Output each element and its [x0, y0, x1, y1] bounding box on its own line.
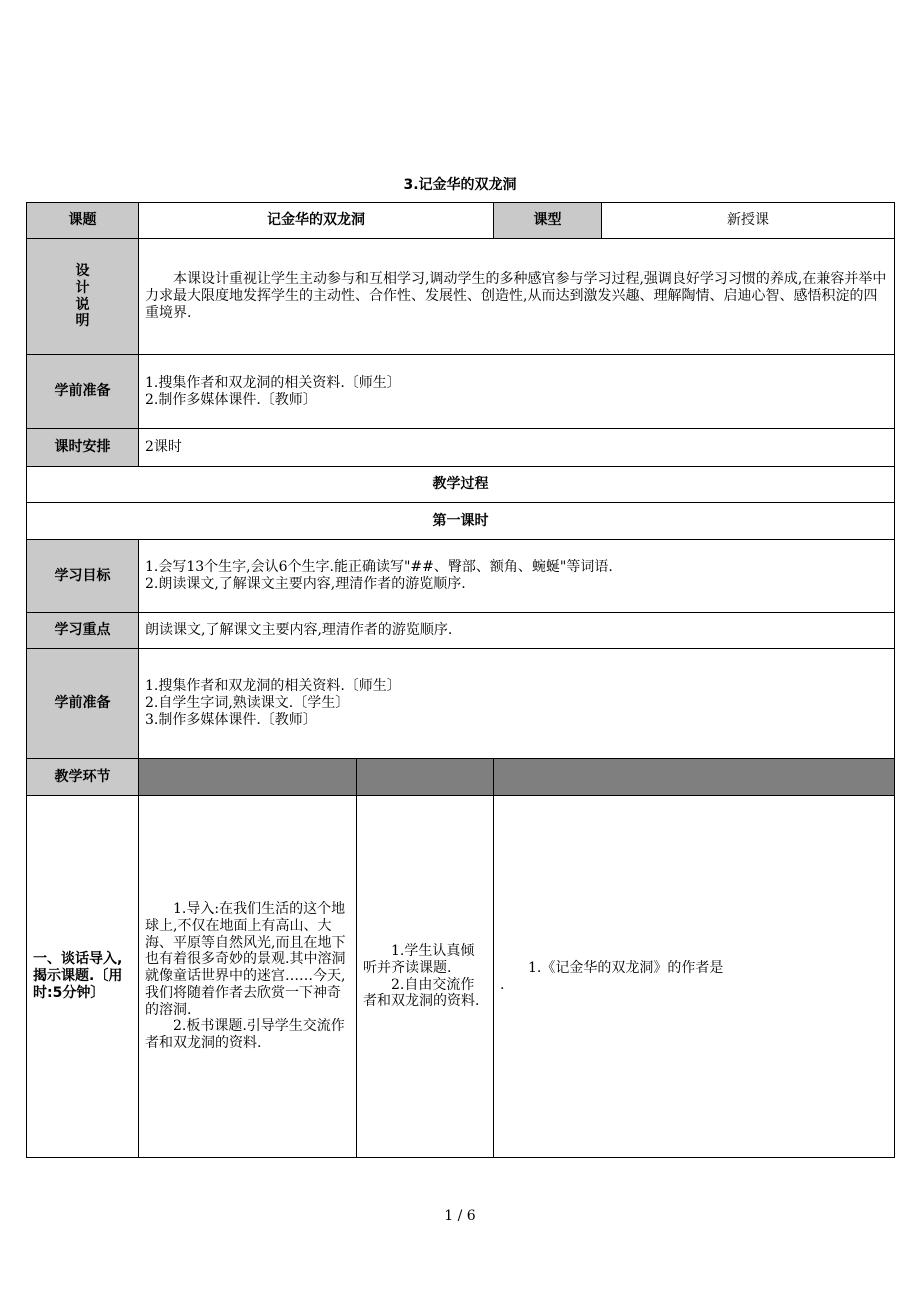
steps-label: 教学环节	[27, 759, 139, 796]
section-title-row	[27, 467, 895, 503]
exercise-question: 1.《记金华的双龙洞》的作者是	[528, 959, 724, 976]
lesson-title: 第一课时	[27, 503, 895, 540]
list-item: 2.自学生字词,熟读课文.〔学生〕	[145, 695, 350, 712]
focus-value: 朗读课文,了解课文主要内容,理清作者的游览顺序.	[139, 613, 895, 649]
focus-label: 学习重点	[27, 613, 139, 649]
lesson-plan-table	[26, 202, 895, 1158]
goals-items	[139, 540, 895, 613]
preparation1-row	[27, 355, 895, 429]
schedule-label: 课时安排	[27, 429, 139, 467]
preparation1-label: 学前准备	[27, 355, 139, 429]
preparation2-row	[27, 649, 895, 759]
focus-row	[27, 613, 895, 649]
schedule-row	[27, 429, 895, 467]
list-item: 1.搜集作者和双龙洞的相关资料.〔师生〕	[145, 374, 401, 391]
student-activity: 1.学生认真倾听并齐读课题.	[363, 942, 475, 976]
stage1-teacher	[139, 796, 357, 1158]
list-item: 1.会写13个生字,会认6个生字.能正确读写"##、臀部、额角、蜿蜒"等词语.	[145, 559, 613, 576]
course-type-value: 新授课	[602, 203, 895, 239]
student-column-header	[357, 759, 494, 796]
schedule-value: 2课时	[139, 429, 895, 467]
exercise-column-header	[494, 759, 895, 796]
course-type-label: 课型	[494, 203, 602, 239]
preparation2-label: 学前准备	[27, 649, 139, 759]
preparation1-items	[139, 355, 895, 429]
page-number: 1 / 6	[444, 1208, 476, 1224]
section-title: 教学过程	[27, 467, 895, 503]
page-title: 3.记金华的双龙洞	[403, 177, 517, 193]
course-title-value: 记金华的双龙洞	[139, 203, 494, 239]
teacher-column-header	[139, 759, 357, 796]
stage1-student	[357, 796, 494, 1158]
exercise-blank: .	[500, 976, 505, 993]
design-note-label: 设 计 说 明	[27, 239, 139, 355]
list-item: 2.制作多媒体课件.〔教师〕	[145, 391, 317, 408]
design-note-text: 本课设计重视让学生主动参与和互相学习,调动学生的多种感官参与学习过程,强调良好学习习惯的养成,在兼容并举中力求最大限度地发挥学生的主动性、合作性、发展性、创造性,从而达到激发兴趣、理解陶情、启迪心智、感悟积淀的四重境界.	[139, 239, 895, 355]
steps-header-row	[27, 759, 895, 796]
stage1-exercise	[494, 796, 895, 1158]
header-row	[27, 203, 895, 239]
list-item: 2.朗读课文,了解课文主要内容,理清作者的游览顺序.	[145, 576, 466, 592]
lesson-title-row	[27, 503, 895, 540]
list-item: 1.搜集作者和双龙洞的相关资料.〔师生〕	[145, 678, 401, 695]
stage1-row	[27, 796, 895, 1158]
teacher-activity: 2.板书课题.引导学生交流作者和双龙洞的资料.	[145, 1018, 345, 1052]
student-activity: 2.自由交流作者和双龙洞的资料.	[363, 976, 480, 1010]
teacher-activity: 1.导入:在我们生活的这个地球上,不仅在地面上有高山、大海、平原等自然风光,而且在地下也有着很多奇妙的景观.其中溶洞就像童话世界中的迷宫……今天,我们将随着作者去欣赏一下神奇的溶洞.	[145, 900, 346, 1018]
stage1-label: 一、谈话导入,揭示课题.〔用时:5分钟〕	[27, 796, 139, 1158]
course-title-label: 课题	[27, 203, 139, 239]
goals-row	[27, 540, 895, 613]
goals-label: 学习目标	[27, 540, 139, 613]
preparation2-items	[139, 649, 895, 759]
list-item: 3.制作多媒体课件.〔教师〕	[145, 711, 317, 728]
design-note-row	[27, 239, 895, 355]
